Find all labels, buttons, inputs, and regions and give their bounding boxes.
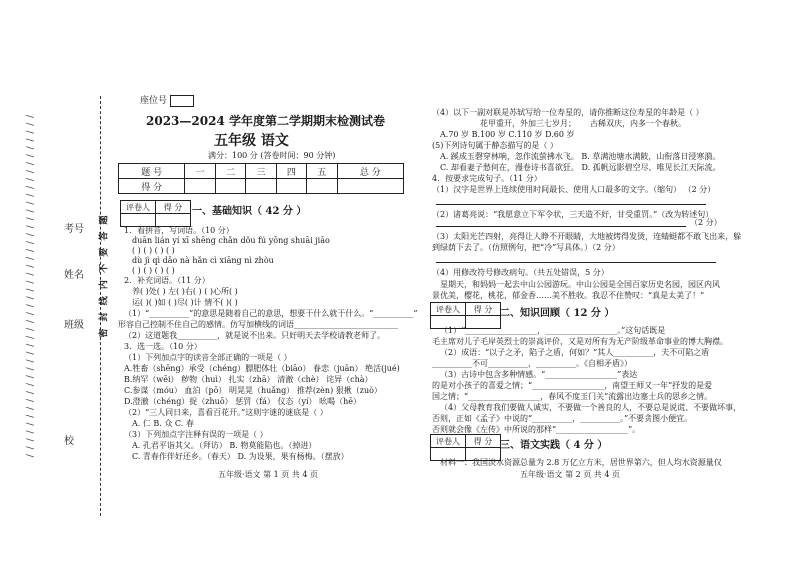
q2-line1: 养( )处( ) 左( )右( ) ( )心所( ): [132, 287, 238, 296]
q1-pinyin: duān lián yí xī shēng chǎn dǒu fú yōng shuāi jiāo: [132, 236, 330, 245]
score-header: 总 分: [337, 164, 403, 179]
seat-box[interactable]: [170, 95, 194, 107]
grader-cell[interactable]: [156, 214, 191, 227]
q2-title: 2．补充词语。（11 分）: [124, 276, 210, 285]
score-row-label: 得 分: [119, 179, 185, 194]
q4-3b: 到绿荫下去了。（仿照例句，把“冷”写具体。）（2 分）: [432, 243, 620, 252]
score-cell[interactable]: [215, 179, 245, 194]
q3-3: （3）下列加点字注释有误的一项是（ ）: [124, 430, 268, 439]
q3-1: （1）下列加点字的读音全部正确的一项是（ ）: [124, 353, 292, 362]
q4-4: （4）用修改符号修改病句。（共五处错误，5 分）: [432, 268, 609, 277]
q4-title: 4．按要求完成句子。（11 分）: [432, 174, 542, 183]
q3-4-options: A.70 岁 B.100 岁 C.110 岁 D.60 岁: [440, 130, 575, 139]
right-footer: 五年级·语文 第 2 页 共 4 页: [520, 470, 620, 479]
score-header: 五: [307, 164, 337, 179]
k1b: 毛主席对儿子毛岸英烈士的崇高评价，又是对所有为无产阶级革命事业的博大胸襟。: [432, 337, 728, 346]
score-cell[interactable]: [337, 179, 403, 194]
k3c: 国之情；“__________________，春风不度玉门关”流露出边塞士兵的思乡之情。: [432, 392, 713, 401]
left-footer: 五年级·语文 第 1 页 共 4 页: [218, 470, 318, 479]
q3-5-options-ab: A. 蹊成玉磬穿林响，忽作流萤拂水飞。 B. 草满池塘水满陂，山衔落日浸寒漪。: [440, 152, 721, 161]
subject-title: 五年级 语文: [214, 133, 289, 149]
k4c: 否则就会像《左传》中所说的那样“__________________”。: [432, 425, 641, 434]
q2-sub2: （2）这道题我__________，就是说不出来。只好明天去学校请教老师了。: [124, 331, 386, 340]
grader-score-label: 得 分: [156, 201, 191, 214]
score-cell[interactable]: [246, 179, 276, 194]
class-label: 班级: [64, 320, 84, 331]
q3-3-options-ab: A. 孔君平诣其父。（拜访） B. 物莫能陷也。（掉进）: [132, 441, 317, 450]
q4-1: （1）汉字是世界上连续使用时间最长、使用人口最多的文字。（缩句） （2 分）: [432, 185, 716, 194]
seal-text: 密 封 线 内 不 要 答 题: [99, 213, 110, 338]
section3-title: 三、语文实践（ 4 分 ）: [500, 440, 608, 451]
id-label: 考号: [64, 224, 84, 235]
section1-title: 一、基础知识（ 42 分 ）: [192, 206, 307, 217]
couplet-line1: 花甲重开，外加三七岁月；: [480, 119, 576, 128]
grader-label: 评卷人: [431, 435, 466, 448]
q4-3-answer-line[interactable]: [436, 262, 716, 263]
q1-pinyin2: dù jì qì dǎo nà hǎn cì xiāng nì zhòu: [132, 256, 274, 265]
q3-2: （2）“三人同日来，喜看百花开。”这则字谜的谜底是（ ）: [124, 408, 328, 417]
grader-cell[interactable]: [121, 214, 156, 227]
q3-3-options-cd: C. 青春作伴好还乡。（春天） D. 为设果，果有杨梅。（摆放）: [132, 452, 349, 461]
q3-2-options: A. 仁 B. 众 C. 春: [132, 419, 194, 428]
q4-3: （3）太阳光芒四射，亮得让人睁不开眼睛，大地被烤得发烫，连蜻蜓都不敢飞出来，躲: [432, 232, 742, 241]
grader-score-label: 得 分: [466, 435, 501, 448]
q3-4: （4）以下一副对联是苏轼写给一位寿星的，请你推断这位寿星的年龄是（ ）: [432, 108, 704, 117]
binding-slashes: / / / / / / / / / / / / / / / / / / / / / / / / / / / / / / / / / / / / / / / / / / / /: [26, 113, 37, 458]
score-header: 三: [246, 164, 276, 179]
q3-5-options-cd: C. 却看妻子愁何在，漫卷诗书喜欲狂。 D. 孤帆远影碧空尽，唯见长江天际流。: [440, 163, 721, 172]
q2-sub1: （1）“__________”的意思是随着自己的意思，想要干什么就干什么。“__________”: [124, 309, 418, 318]
q1-answer-boxes[interactable]: ( ) ( ) ( ) ( ): [132, 246, 175, 255]
school-label: 校: [64, 436, 74, 447]
score-cell[interactable]: [185, 179, 215, 194]
q3-1-option-b: B.纳罕（wēi） 秽物（huì） 扎实（zhā） 清澈（chè） 诧异（chà）: [124, 375, 373, 384]
k4b: 否则，正如《孟子》中说的“__________，__________。”不要贪图小便宜。: [432, 414, 693, 423]
exam-title: 2023—2024 学年度第二学期期末检测试卷: [146, 114, 385, 128]
section2-title: 二、知识回顾（ 12 分 ）: [500, 308, 615, 319]
q1-answer-boxes2[interactable]: ( ) ( ) ( ) ( ): [132, 266, 175, 275]
k3b: 的是对小孩子的喜爱之情；“__________________，南望王师又一年”抒发的是爱: [432, 381, 713, 390]
q1-title: 1．看拼音，写词语。（10 分）: [124, 226, 234, 235]
q3-1-option-c: C.参谋（móu） 血泊（pō） 明晃晃（huǎng） 推荐(zèn) 狠揪（zuò）: [124, 386, 382, 395]
q4-2-score: （2 分）: [690, 218, 722, 227]
grader-box: [120, 200, 191, 227]
name-label: 姓名: [64, 270, 84, 281]
k2b: __________不可__________，__________。《自相矛盾》）: [432, 359, 632, 368]
q4-2-answer-line[interactable]: [436, 226, 686, 227]
k3: （3）古诗中包含多种情感。“__________________”表达: [440, 370, 638, 379]
k2: （2）成语：“以子之矛，陷子之盾，何如？”其人__________，夫不可陷之盾: [440, 348, 710, 357]
q2-sub1b: 形容自己控制不住自己的感情。仿写加横线的词语__________________________: [118, 320, 398, 329]
score-header: 四: [276, 164, 306, 179]
q4-1-answer-line[interactable]: [436, 204, 706, 205]
seat-label: 座位号: [140, 96, 168, 106]
grader-score-label: 得 分: [466, 303, 501, 316]
score-cell[interactable]: [307, 179, 337, 194]
q3-5: (5)下列诗句属于静态描写的是（ ）: [432, 141, 558, 150]
material-1: 材料一：我国淡水资源总量为 2.8 万亿立方米，居世界第六，但人均水资源量仅: [440, 458, 722, 467]
score-header: 一: [185, 164, 215, 179]
k1: （1）“__________________，__________________。”这句话既是: [440, 326, 666, 335]
q4-4-paragraph: 星期天，和妈妈一起去中山公园游玩。中山公园是全国百家历史名园，园区内风: [440, 280, 720, 289]
grader-label: 评卷人: [431, 303, 466, 316]
q3-1-option-d: D.澄澈（chéng）捉（zhuō） 惩罚（fá） 仪态（yí） 吆喝（hē）: [124, 397, 361, 406]
grader-box-2: [430, 302, 501, 329]
q3-title: 3．选一选。（10 分）: [124, 342, 202, 351]
score-table: [118, 163, 404, 194]
q2-line2: 运( )( )如 ( )尽( )计 情不( )( ): [132, 298, 238, 307]
score-cell[interactable]: [276, 179, 306, 194]
couplet-line2: 古稀双庆，内多一个春秋。: [590, 119, 686, 128]
q3-1-option-a: A.牲畜（shēng）承受（chéng）膘肥体壮（biāo） 眷恋（juān） 绝活(jué): [124, 364, 400, 373]
q4-4-paragraph2: 景优美，樱花，桃花，郁金香……美不胜收。我忍不住赞叹：“真是太美了！”: [432, 291, 705, 300]
grader-label: 评卷人: [121, 201, 156, 214]
q4-2: （2）诸葛亮说：“我愿意立下军令状，三天造不好，甘受重罚。”（改为转述句）: [432, 210, 714, 219]
score-header: 题 号: [119, 164, 185, 179]
score-header: 二: [215, 164, 245, 179]
k4: （4）父母教育我们要做人诚实，不要做一个善良的人，不要总是说谎、不要做坏事，: [440, 403, 742, 412]
grader-box-3: [430, 434, 501, 461]
exam-info: 满分：100 分 (答卷时间：90 分钟): [208, 151, 336, 160]
